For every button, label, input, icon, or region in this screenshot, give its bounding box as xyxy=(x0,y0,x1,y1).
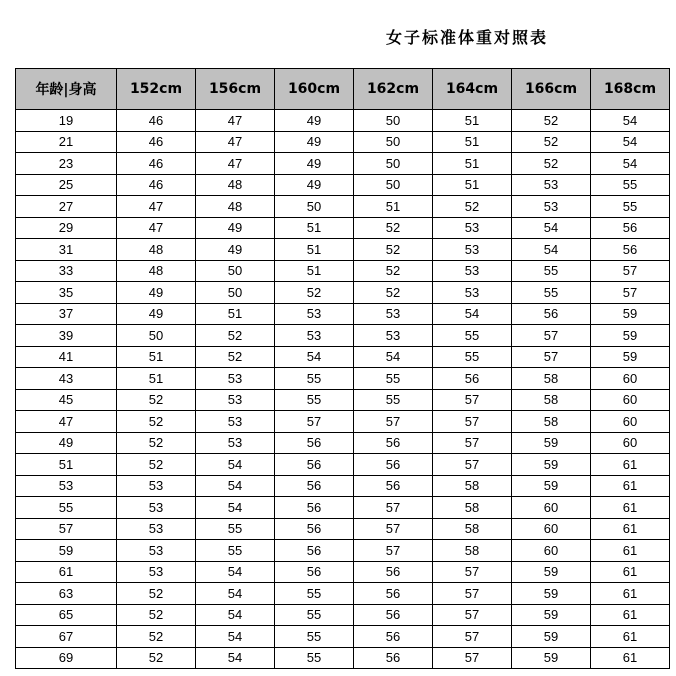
weight-cell: 56 xyxy=(354,583,433,605)
weight-cell: 52 xyxy=(117,389,196,411)
age-cell: 21 xyxy=(16,131,117,153)
table-row xyxy=(16,561,670,583)
weight-cell: 54 xyxy=(196,475,275,497)
weight-cell: 56 xyxy=(591,217,670,239)
weight-cell: 54 xyxy=(512,239,591,261)
table-row xyxy=(16,260,670,282)
page-title: 女子标准体重对照表 xyxy=(386,28,549,47)
table-row xyxy=(16,454,670,476)
weight-cell: 58 xyxy=(433,518,512,540)
age-cell: 37 xyxy=(16,303,117,325)
header-row xyxy=(16,69,670,110)
weight-cell: 46 xyxy=(117,131,196,153)
age-cell: 41 xyxy=(16,346,117,368)
height-header: 156cm xyxy=(196,69,275,110)
weight-cell: 56 xyxy=(275,561,354,583)
table-row xyxy=(16,411,670,433)
table-row xyxy=(16,540,670,562)
weight-cell: 50 xyxy=(275,196,354,218)
weight-cell: 54 xyxy=(196,647,275,669)
weight-cell: 46 xyxy=(117,153,196,175)
weight-cell: 47 xyxy=(196,110,275,132)
weight-cell: 47 xyxy=(196,131,275,153)
age-cell: 45 xyxy=(16,389,117,411)
weight-cell: 57 xyxy=(433,583,512,605)
weight-cell: 56 xyxy=(354,454,433,476)
weight-cell: 55 xyxy=(591,174,670,196)
weight-cell: 54 xyxy=(591,153,670,175)
weight-cell: 61 xyxy=(591,518,670,540)
weight-cell: 51 xyxy=(433,131,512,153)
table-row xyxy=(16,346,670,368)
weight-cell: 56 xyxy=(275,540,354,562)
weight-cell: 50 xyxy=(196,282,275,304)
weight-cell: 58 xyxy=(512,411,591,433)
weight-cell: 57 xyxy=(433,454,512,476)
weight-cell: 51 xyxy=(433,110,512,132)
weight-cell: 48 xyxy=(196,196,275,218)
weight-cell: 56 xyxy=(433,368,512,390)
weight-cell: 55 xyxy=(196,518,275,540)
weight-cell: 55 xyxy=(354,368,433,390)
weight-cell: 53 xyxy=(275,303,354,325)
weight-cell: 56 xyxy=(354,475,433,497)
weight-cell: 52 xyxy=(354,217,433,239)
weight-cell: 58 xyxy=(512,389,591,411)
weight-cell: 50 xyxy=(196,260,275,282)
table-row xyxy=(16,325,670,347)
weight-cell: 58 xyxy=(512,368,591,390)
weight-cell: 56 xyxy=(354,647,433,669)
age-cell: 27 xyxy=(16,196,117,218)
weight-cell: 57 xyxy=(354,540,433,562)
weight-cell: 52 xyxy=(512,131,591,153)
weight-cell: 50 xyxy=(354,110,433,132)
weight-cell: 52 xyxy=(117,626,196,648)
weight-cell: 46 xyxy=(117,174,196,196)
age-cell: 53 xyxy=(16,475,117,497)
age-cell: 35 xyxy=(16,282,117,304)
weight-cell: 56 xyxy=(275,454,354,476)
weight-cell: 57 xyxy=(433,389,512,411)
weight-cell: 53 xyxy=(354,303,433,325)
age-cell: 33 xyxy=(16,260,117,282)
weight-cell: 53 xyxy=(196,389,275,411)
weight-cell: 60 xyxy=(591,411,670,433)
height-header: 152cm xyxy=(117,69,196,110)
weight-cell: 51 xyxy=(275,239,354,261)
weight-cell: 52 xyxy=(117,454,196,476)
weight-cell: 58 xyxy=(433,540,512,562)
table-row xyxy=(16,368,670,390)
weight-cell: 50 xyxy=(354,174,433,196)
weight-cell: 61 xyxy=(591,583,670,605)
weight-cell: 53 xyxy=(117,561,196,583)
weight-cell: 59 xyxy=(591,325,670,347)
weight-cell: 52 xyxy=(354,260,433,282)
weight-cell: 57 xyxy=(512,346,591,368)
weight-cell: 51 xyxy=(117,368,196,390)
age-cell: 55 xyxy=(16,497,117,519)
weight-cell: 53 xyxy=(196,368,275,390)
weight-cell: 54 xyxy=(591,110,670,132)
weight-cell: 52 xyxy=(275,282,354,304)
weight-cell: 50 xyxy=(354,153,433,175)
age-cell: 63 xyxy=(16,583,117,605)
age-cell: 43 xyxy=(16,368,117,390)
height-header: 162cm xyxy=(354,69,433,110)
table-row xyxy=(16,518,670,540)
weight-cell: 50 xyxy=(354,131,433,153)
age-cell: 25 xyxy=(16,174,117,196)
weight-cell: 55 xyxy=(275,626,354,648)
weight-cell: 57 xyxy=(433,561,512,583)
weight-cell: 54 xyxy=(196,604,275,626)
weight-cell: 57 xyxy=(433,626,512,648)
weight-cell: 59 xyxy=(512,432,591,454)
age-cell: 23 xyxy=(16,153,117,175)
weight-cell: 53 xyxy=(117,497,196,519)
weight-cell: 51 xyxy=(433,153,512,175)
table-row xyxy=(16,583,670,605)
weight-cell: 51 xyxy=(354,196,433,218)
table-row xyxy=(16,239,670,261)
weight-cell: 53 xyxy=(196,432,275,454)
weight-cell: 54 xyxy=(512,217,591,239)
weight-cell: 51 xyxy=(433,174,512,196)
weight-cell: 58 xyxy=(433,475,512,497)
weight-cell: 61 xyxy=(591,604,670,626)
table-body xyxy=(16,110,670,669)
table-row xyxy=(16,217,670,239)
weight-cell: 49 xyxy=(275,110,354,132)
weight-cell: 54 xyxy=(196,626,275,648)
weight-cell: 57 xyxy=(433,604,512,626)
weight-chart-table xyxy=(15,68,670,669)
weight-cell: 49 xyxy=(196,239,275,261)
height-header: 166cm xyxy=(512,69,591,110)
weight-cell: 60 xyxy=(591,368,670,390)
weight-cell: 57 xyxy=(433,432,512,454)
weight-cell: 55 xyxy=(275,647,354,669)
height-header: 164cm xyxy=(433,69,512,110)
weight-cell: 52 xyxy=(512,110,591,132)
weight-cell: 47 xyxy=(196,153,275,175)
weight-cell: 55 xyxy=(591,196,670,218)
weight-cell: 52 xyxy=(512,153,591,175)
weight-cell: 56 xyxy=(275,432,354,454)
weight-cell: 59 xyxy=(512,583,591,605)
weight-cell: 52 xyxy=(117,411,196,433)
weight-cell: 54 xyxy=(354,346,433,368)
weight-cell: 52 xyxy=(196,346,275,368)
weight-cell: 60 xyxy=(512,540,591,562)
weight-cell: 59 xyxy=(591,346,670,368)
weight-cell: 52 xyxy=(354,239,433,261)
weight-cell: 49 xyxy=(275,174,354,196)
weight-cell: 61 xyxy=(591,540,670,562)
weight-cell: 59 xyxy=(512,454,591,476)
weight-cell: 56 xyxy=(591,239,670,261)
weight-cell: 61 xyxy=(591,626,670,648)
weight-cell: 59 xyxy=(512,647,591,669)
table-row xyxy=(16,626,670,648)
weight-cell: 56 xyxy=(275,497,354,519)
weight-cell: 57 xyxy=(433,647,512,669)
table-row xyxy=(16,110,670,132)
weight-cell: 54 xyxy=(433,303,512,325)
weight-cell: 52 xyxy=(117,647,196,669)
table-row xyxy=(16,303,670,325)
weight-cell: 56 xyxy=(275,475,354,497)
weight-cell: 53 xyxy=(117,518,196,540)
weight-cell: 53 xyxy=(433,260,512,282)
weight-cell: 54 xyxy=(196,583,275,605)
weight-cell: 49 xyxy=(117,282,196,304)
weight-cell: 60 xyxy=(512,518,591,540)
weight-cell: 55 xyxy=(354,389,433,411)
weight-cell: 52 xyxy=(433,196,512,218)
weight-cell: 51 xyxy=(275,217,354,239)
weight-cell: 52 xyxy=(117,583,196,605)
weight-cell: 48 xyxy=(196,174,275,196)
weight-cell: 59 xyxy=(512,561,591,583)
age-cell: 61 xyxy=(16,561,117,583)
weight-cell: 61 xyxy=(591,561,670,583)
weight-cell: 57 xyxy=(591,282,670,304)
weight-cell: 55 xyxy=(275,389,354,411)
weight-cell: 53 xyxy=(275,325,354,347)
weight-cell: 57 xyxy=(354,497,433,519)
weight-cell: 53 xyxy=(512,174,591,196)
age-cell: 57 xyxy=(16,518,117,540)
weight-cell: 53 xyxy=(433,239,512,261)
weight-cell: 54 xyxy=(591,131,670,153)
weight-cell: 59 xyxy=(512,604,591,626)
table-row xyxy=(16,131,670,153)
weight-cell: 60 xyxy=(591,432,670,454)
age-cell: 49 xyxy=(16,432,117,454)
height-header: 160cm xyxy=(275,69,354,110)
table-row xyxy=(16,153,670,175)
weight-cell: 53 xyxy=(512,196,591,218)
weight-cell: 55 xyxy=(512,282,591,304)
weight-cell: 53 xyxy=(433,217,512,239)
weight-cell: 53 xyxy=(117,475,196,497)
weight-cell: 48 xyxy=(117,239,196,261)
weight-cell: 57 xyxy=(354,411,433,433)
age-cell: 31 xyxy=(16,239,117,261)
weight-cell: 59 xyxy=(591,303,670,325)
weight-cell: 53 xyxy=(433,282,512,304)
table-row xyxy=(16,196,670,218)
weight-cell: 61 xyxy=(591,497,670,519)
weight-cell: 55 xyxy=(433,346,512,368)
weight-cell: 50 xyxy=(117,325,196,347)
age-cell: 67 xyxy=(16,626,117,648)
table-row xyxy=(16,174,670,196)
table-row xyxy=(16,389,670,411)
table-row xyxy=(16,647,670,669)
weight-cell: 54 xyxy=(196,561,275,583)
weight-cell: 49 xyxy=(275,153,354,175)
age-cell: 19 xyxy=(16,110,117,132)
weight-cell: 61 xyxy=(591,454,670,476)
weight-cell: 56 xyxy=(354,432,433,454)
table-row xyxy=(16,497,670,519)
weight-cell: 58 xyxy=(433,497,512,519)
weight-cell: 55 xyxy=(275,604,354,626)
table-row xyxy=(16,282,670,304)
weight-cell: 56 xyxy=(354,626,433,648)
weight-cell: 57 xyxy=(512,325,591,347)
weight-cell: 52 xyxy=(354,282,433,304)
weight-cell: 57 xyxy=(275,411,354,433)
weight-cell: 53 xyxy=(354,325,433,347)
table-row xyxy=(16,432,670,454)
weight-cell: 53 xyxy=(117,540,196,562)
weight-cell: 56 xyxy=(275,518,354,540)
age-cell: 47 xyxy=(16,411,117,433)
weight-cell: 54 xyxy=(196,454,275,476)
weight-cell: 49 xyxy=(275,131,354,153)
age-cell: 69 xyxy=(16,647,117,669)
weight-cell: 52 xyxy=(117,432,196,454)
age-cell: 51 xyxy=(16,454,117,476)
weight-cell: 56 xyxy=(354,561,433,583)
weight-cell: 51 xyxy=(117,346,196,368)
weight-cell: 55 xyxy=(433,325,512,347)
weight-cell: 49 xyxy=(196,217,275,239)
weight-cell: 60 xyxy=(591,389,670,411)
weight-cell: 49 xyxy=(117,303,196,325)
weight-cell: 54 xyxy=(196,497,275,519)
table-row xyxy=(16,604,670,626)
weight-cell: 56 xyxy=(512,303,591,325)
weight-cell: 59 xyxy=(512,475,591,497)
weight-cell: 46 xyxy=(117,110,196,132)
table-header xyxy=(16,69,670,110)
weight-cell: 55 xyxy=(512,260,591,282)
weight-cell: 51 xyxy=(196,303,275,325)
weight-cell: 47 xyxy=(117,196,196,218)
weight-cell: 60 xyxy=(512,497,591,519)
age-cell: 65 xyxy=(16,604,117,626)
weight-cell: 57 xyxy=(354,518,433,540)
weight-cell: 52 xyxy=(196,325,275,347)
weight-cell: 54 xyxy=(275,346,354,368)
weight-cell: 59 xyxy=(512,626,591,648)
age-cell: 39 xyxy=(16,325,117,347)
weight-cell: 47 xyxy=(117,217,196,239)
weight-cell: 55 xyxy=(275,583,354,605)
table-row xyxy=(16,475,670,497)
weight-cell: 57 xyxy=(591,260,670,282)
weight-cell: 61 xyxy=(591,647,670,669)
age-cell: 29 xyxy=(16,217,117,239)
weight-cell: 51 xyxy=(275,260,354,282)
weight-cell: 55 xyxy=(275,368,354,390)
weight-cell: 61 xyxy=(591,475,670,497)
weight-cell: 52 xyxy=(117,604,196,626)
age-cell: 59 xyxy=(16,540,117,562)
weight-cell: 48 xyxy=(117,260,196,282)
weight-cell: 56 xyxy=(354,604,433,626)
weight-cell: 55 xyxy=(196,540,275,562)
weight-cell: 53 xyxy=(196,411,275,433)
height-header: 168cm xyxy=(591,69,670,110)
corner-header: 年龄|身高 xyxy=(16,69,117,110)
weight-cell: 57 xyxy=(433,411,512,433)
